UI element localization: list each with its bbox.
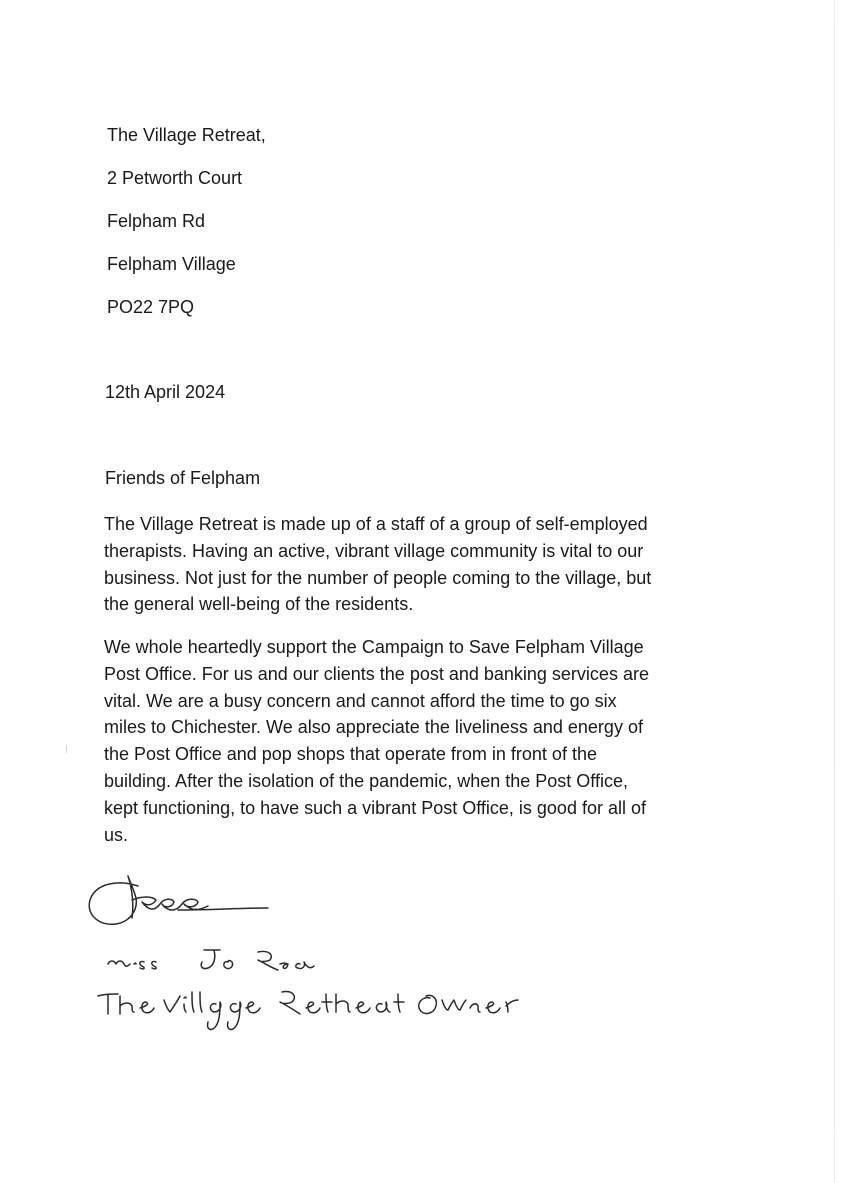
letter-date: 12th April 2024 — [105, 382, 226, 402]
signature-title — [98, 992, 518, 1030]
salutation: Friends of Felpham — [105, 468, 261, 488]
address-line-5: PO22 7PQ — [107, 297, 195, 317]
scan-speck — [66, 745, 67, 753]
page-edge-shadow — [834, 0, 835, 1183]
address-line-1: The Village Retreat, — [107, 125, 266, 145]
address-line-2: 2 Petworth Court — [107, 168, 243, 188]
handwritten-signature — [60, 860, 580, 1060]
address-line-4: Felpham Village — [107, 254, 236, 274]
signature-scrawl — [89, 876, 268, 924]
body-paragraph-2: We whole heartedly support the Campaign to Save Felpham Village Post Office. For us and our clients the post and banking services are vital. We are a busy concern and cannot afford the time to go six miles to Chichester. We also appreciate the liveliness and energy of the Post Office and pop shops that operate from in front of the building. After the isolation of the pandemic, when the Post Office, kept functioning, to have such a vibrant Post Office, is good for all of us. — [104, 637, 649, 845]
address-line-3: Felpham Rd — [107, 211, 206, 231]
body-paragraph-1: The Village Retreat is made up of a staff of a group of self-employed therapists. Having an active, vibrant village community is vital to our business. Not just for the number of people coming to the village, but the general well-being of the residents. — [104, 514, 652, 615]
signature-name — [108, 950, 314, 970]
